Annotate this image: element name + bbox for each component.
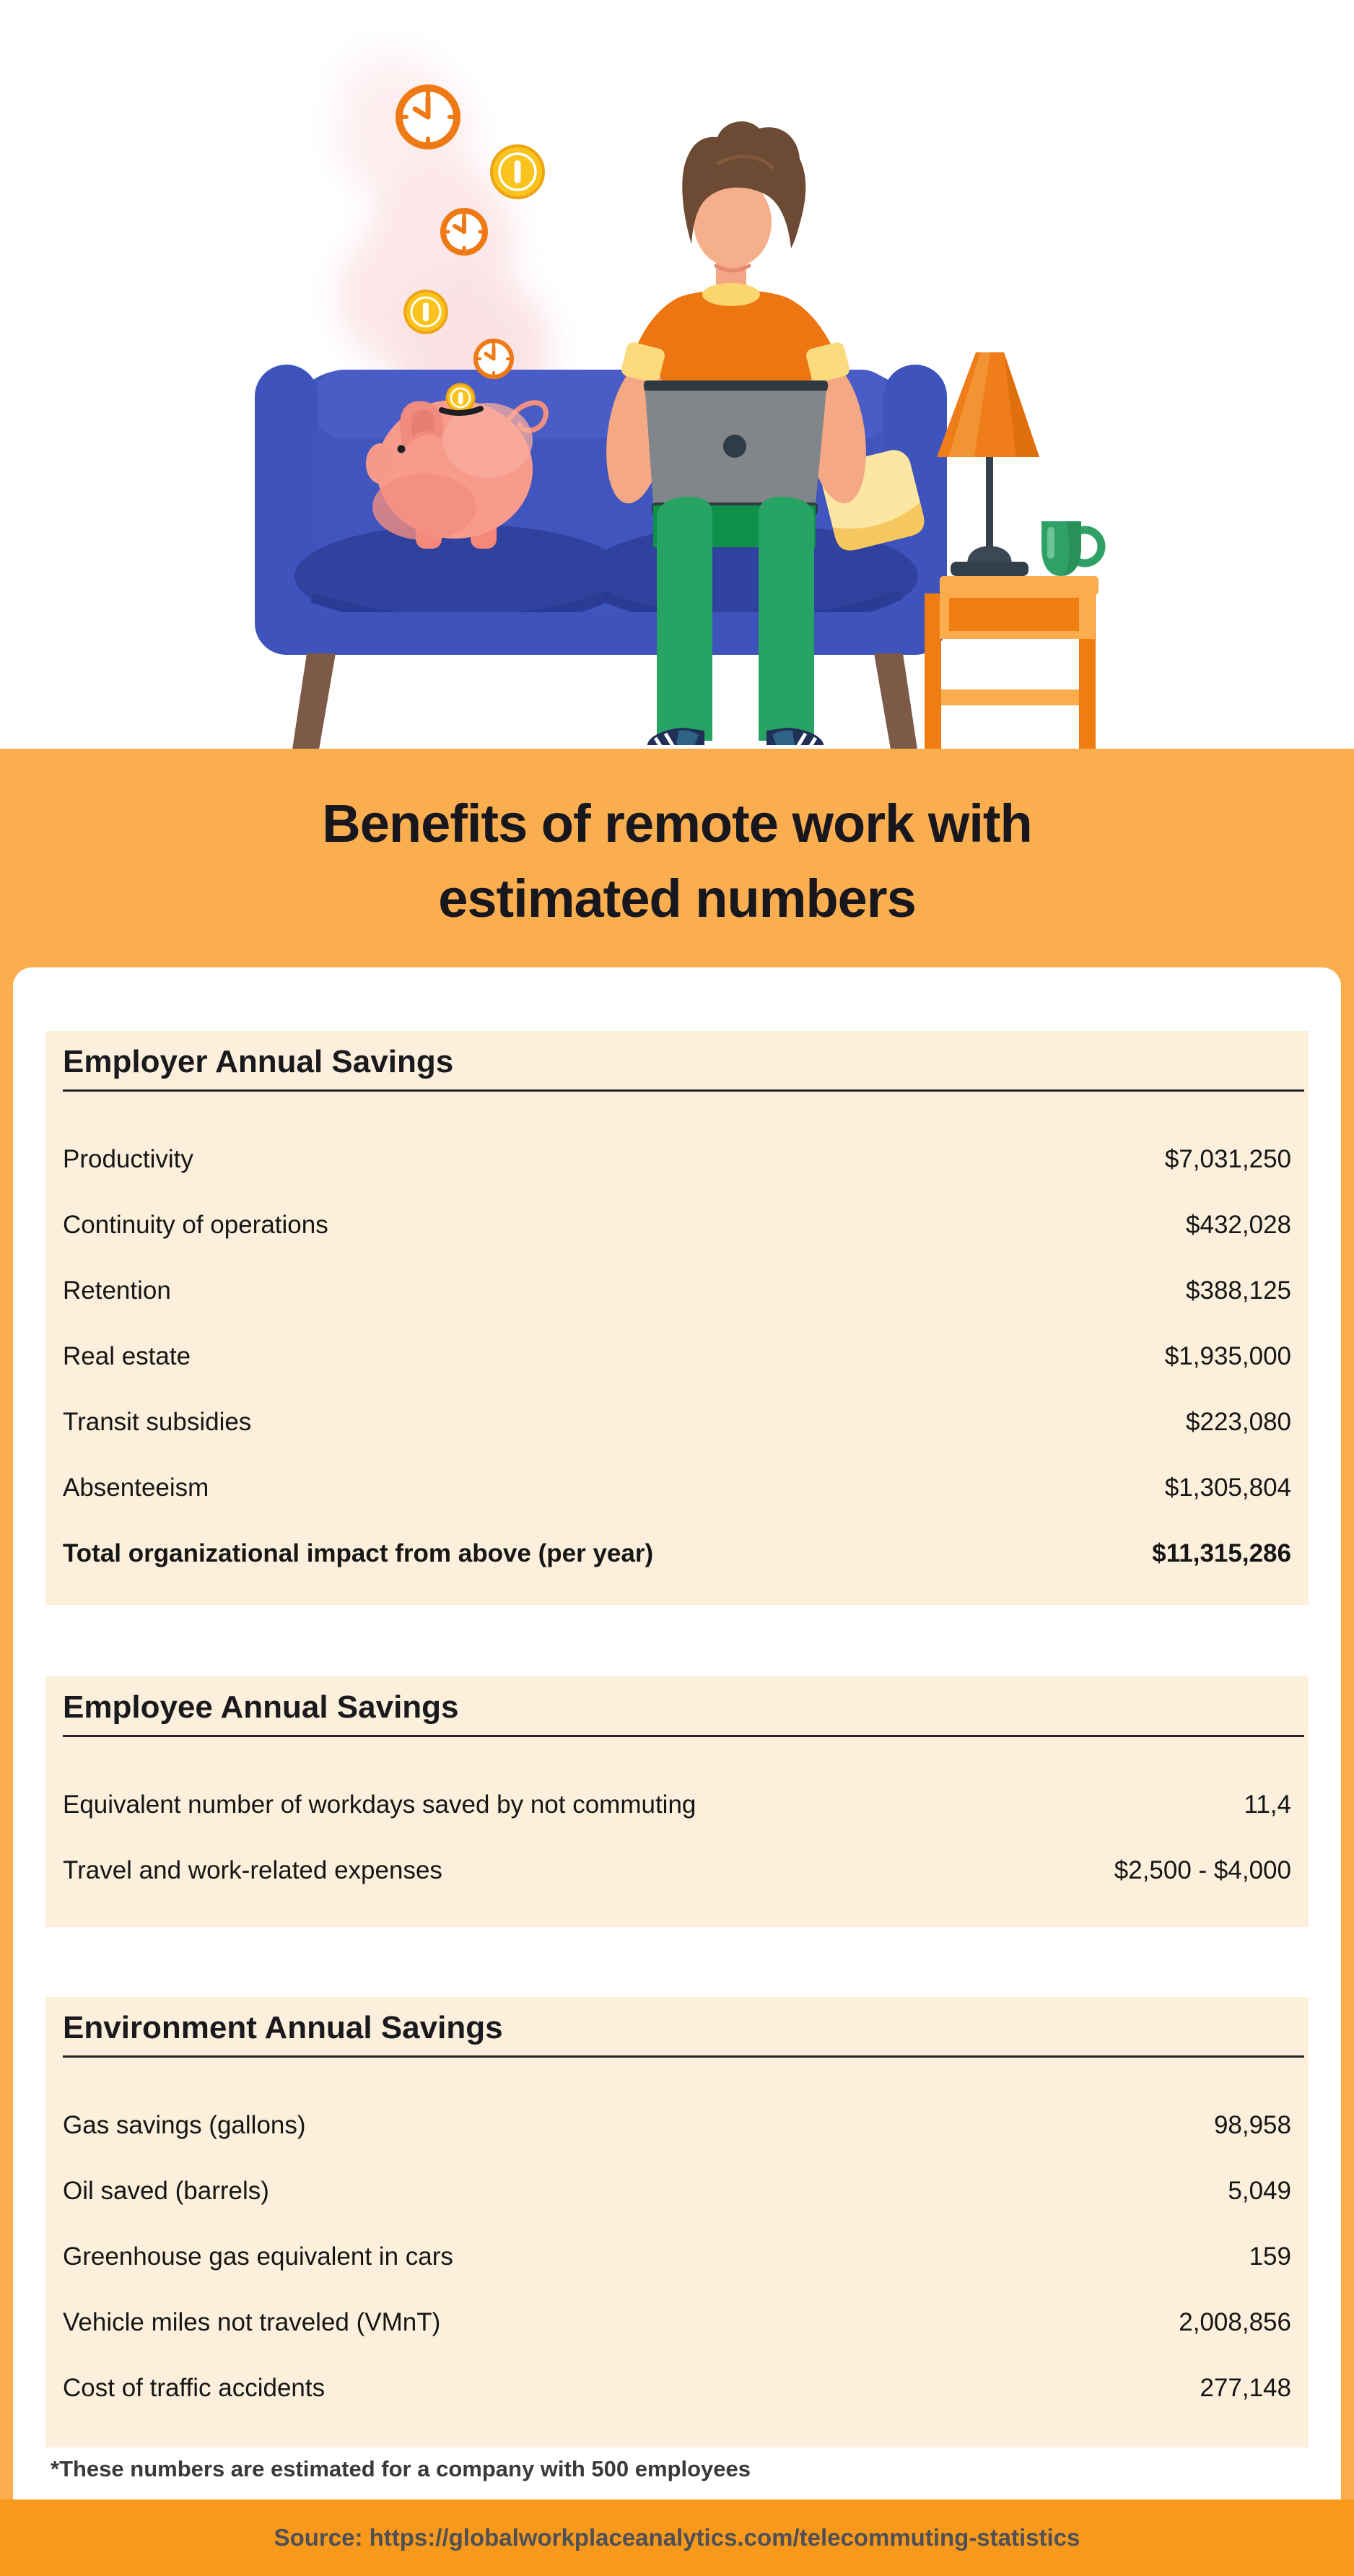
row-label: Continuity of operations — [63, 1210, 328, 1239]
laptop — [644, 380, 828, 515]
pant-leg — [657, 497, 712, 741]
row-label: Absenteeism — [63, 1473, 209, 1502]
table-row — [45, 2092, 1309, 2158]
source-footer — [0, 2499, 1354, 2576]
table-header: Employee Annual Savings — [63, 1689, 459, 1725]
table-row — [45, 1520, 1309, 1586]
table-row — [45, 1126, 1309, 1192]
table-employer-savings — [45, 1031, 1309, 1605]
row-value: $11,315,286 — [1152, 1539, 1291, 1567]
coin-icon — [405, 291, 447, 333]
table-header: Environment Annual Savings — [63, 2010, 503, 2045]
row-value: 2,008,856 — [1179, 2307, 1291, 2336]
couch-leg — [292, 653, 336, 749]
table-environment-savings — [45, 1997, 1309, 2447]
clock-icon — [475, 340, 512, 378]
row-value: $1,305,804 — [1164, 1473, 1291, 1502]
table-row — [45, 1389, 1309, 1455]
collar — [702, 283, 760, 306]
footnote: *These numbers are estimated for a company with 500 employees — [51, 2456, 751, 2481]
source-text: Source: https://globalworkplaceanalytics.com/telecommuting-statistics — [274, 2524, 1080, 2551]
table-row — [45, 2289, 1309, 2355]
row-value: 5,049 — [1228, 2176, 1291, 2205]
row-value: 98,958 — [1213, 2110, 1291, 2139]
table-body — [45, 2058, 1309, 2421]
clock-icon — [398, 87, 458, 147]
page-title: Benefits of remote work with estimated numbers — [322, 793, 1032, 928]
pant-leg — [759, 497, 814, 741]
row-label: Equivalent number of workdays saved by not commuting — [63, 1790, 696, 1819]
shoe — [765, 728, 826, 749]
coin-icon — [447, 384, 474, 412]
table-employee-savings — [45, 1676, 1309, 1927]
row-value: $2,500 - $4,000 — [1114, 1855, 1291, 1884]
row-label: Transit subsidies — [63, 1407, 252, 1436]
floor-lamp — [937, 352, 1039, 576]
couch-leg — [874, 653, 917, 749]
row-label: Travel and work-related expenses — [63, 1855, 442, 1884]
row-label: Oil saved (barrels) — [63, 2176, 269, 2205]
row-value: $223,080 — [1186, 1407, 1291, 1436]
table-row — [45, 1455, 1309, 1520]
shoe — [645, 728, 706, 749]
row-value: $1,935,000 — [1164, 1341, 1291, 1370]
coin-icon — [492, 146, 543, 198]
table-row — [45, 2355, 1309, 2421]
table-body — [45, 1092, 1309, 1586]
row-label: Total organizational impact from above (per year) — [63, 1539, 654, 1567]
table-row — [45, 2224, 1309, 2289]
laptop-logo — [723, 435, 746, 458]
mug — [1041, 521, 1101, 576]
row-value: 11,4 — [1244, 1790, 1291, 1819]
row-label: Gas savings (gallons) — [63, 2110, 306, 2139]
row-value: $7,031,250 — [1164, 1144, 1291, 1173]
side-table — [925, 576, 1099, 749]
content-card — [13, 967, 1341, 2499]
row-value: 277,148 — [1200, 2373, 1291, 2402]
row-label: Vehicle miles not traveled (VMnT) — [63, 2307, 441, 2336]
table-row — [45, 1323, 1309, 1389]
title-banner — [0, 749, 1354, 967]
row-value: $388,125 — [1186, 1276, 1291, 1305]
clock-icon — [442, 210, 486, 253]
row-value: 159 — [1249, 2242, 1291, 2271]
table-row — [45, 1192, 1309, 1258]
table-header: Employer Annual Savings — [63, 1044, 454, 1079]
table-row — [45, 2158, 1309, 2224]
row-label: Retention — [63, 1276, 171, 1305]
table-row — [45, 1772, 1309, 1837]
table-body — [45, 1737, 1309, 1903]
table-row — [45, 1837, 1309, 1903]
row-label: Real estate — [63, 1341, 191, 1370]
row-label: Greenhouse gas equivalent in cars — [63, 2242, 453, 2271]
table-row — [45, 1258, 1309, 1323]
hero-illustration — [0, 0, 1354, 749]
row-value: $432,028 — [1186, 1210, 1291, 1239]
row-label: Productivity — [63, 1144, 193, 1173]
row-label: Cost of traffic accidents — [63, 2373, 326, 2402]
